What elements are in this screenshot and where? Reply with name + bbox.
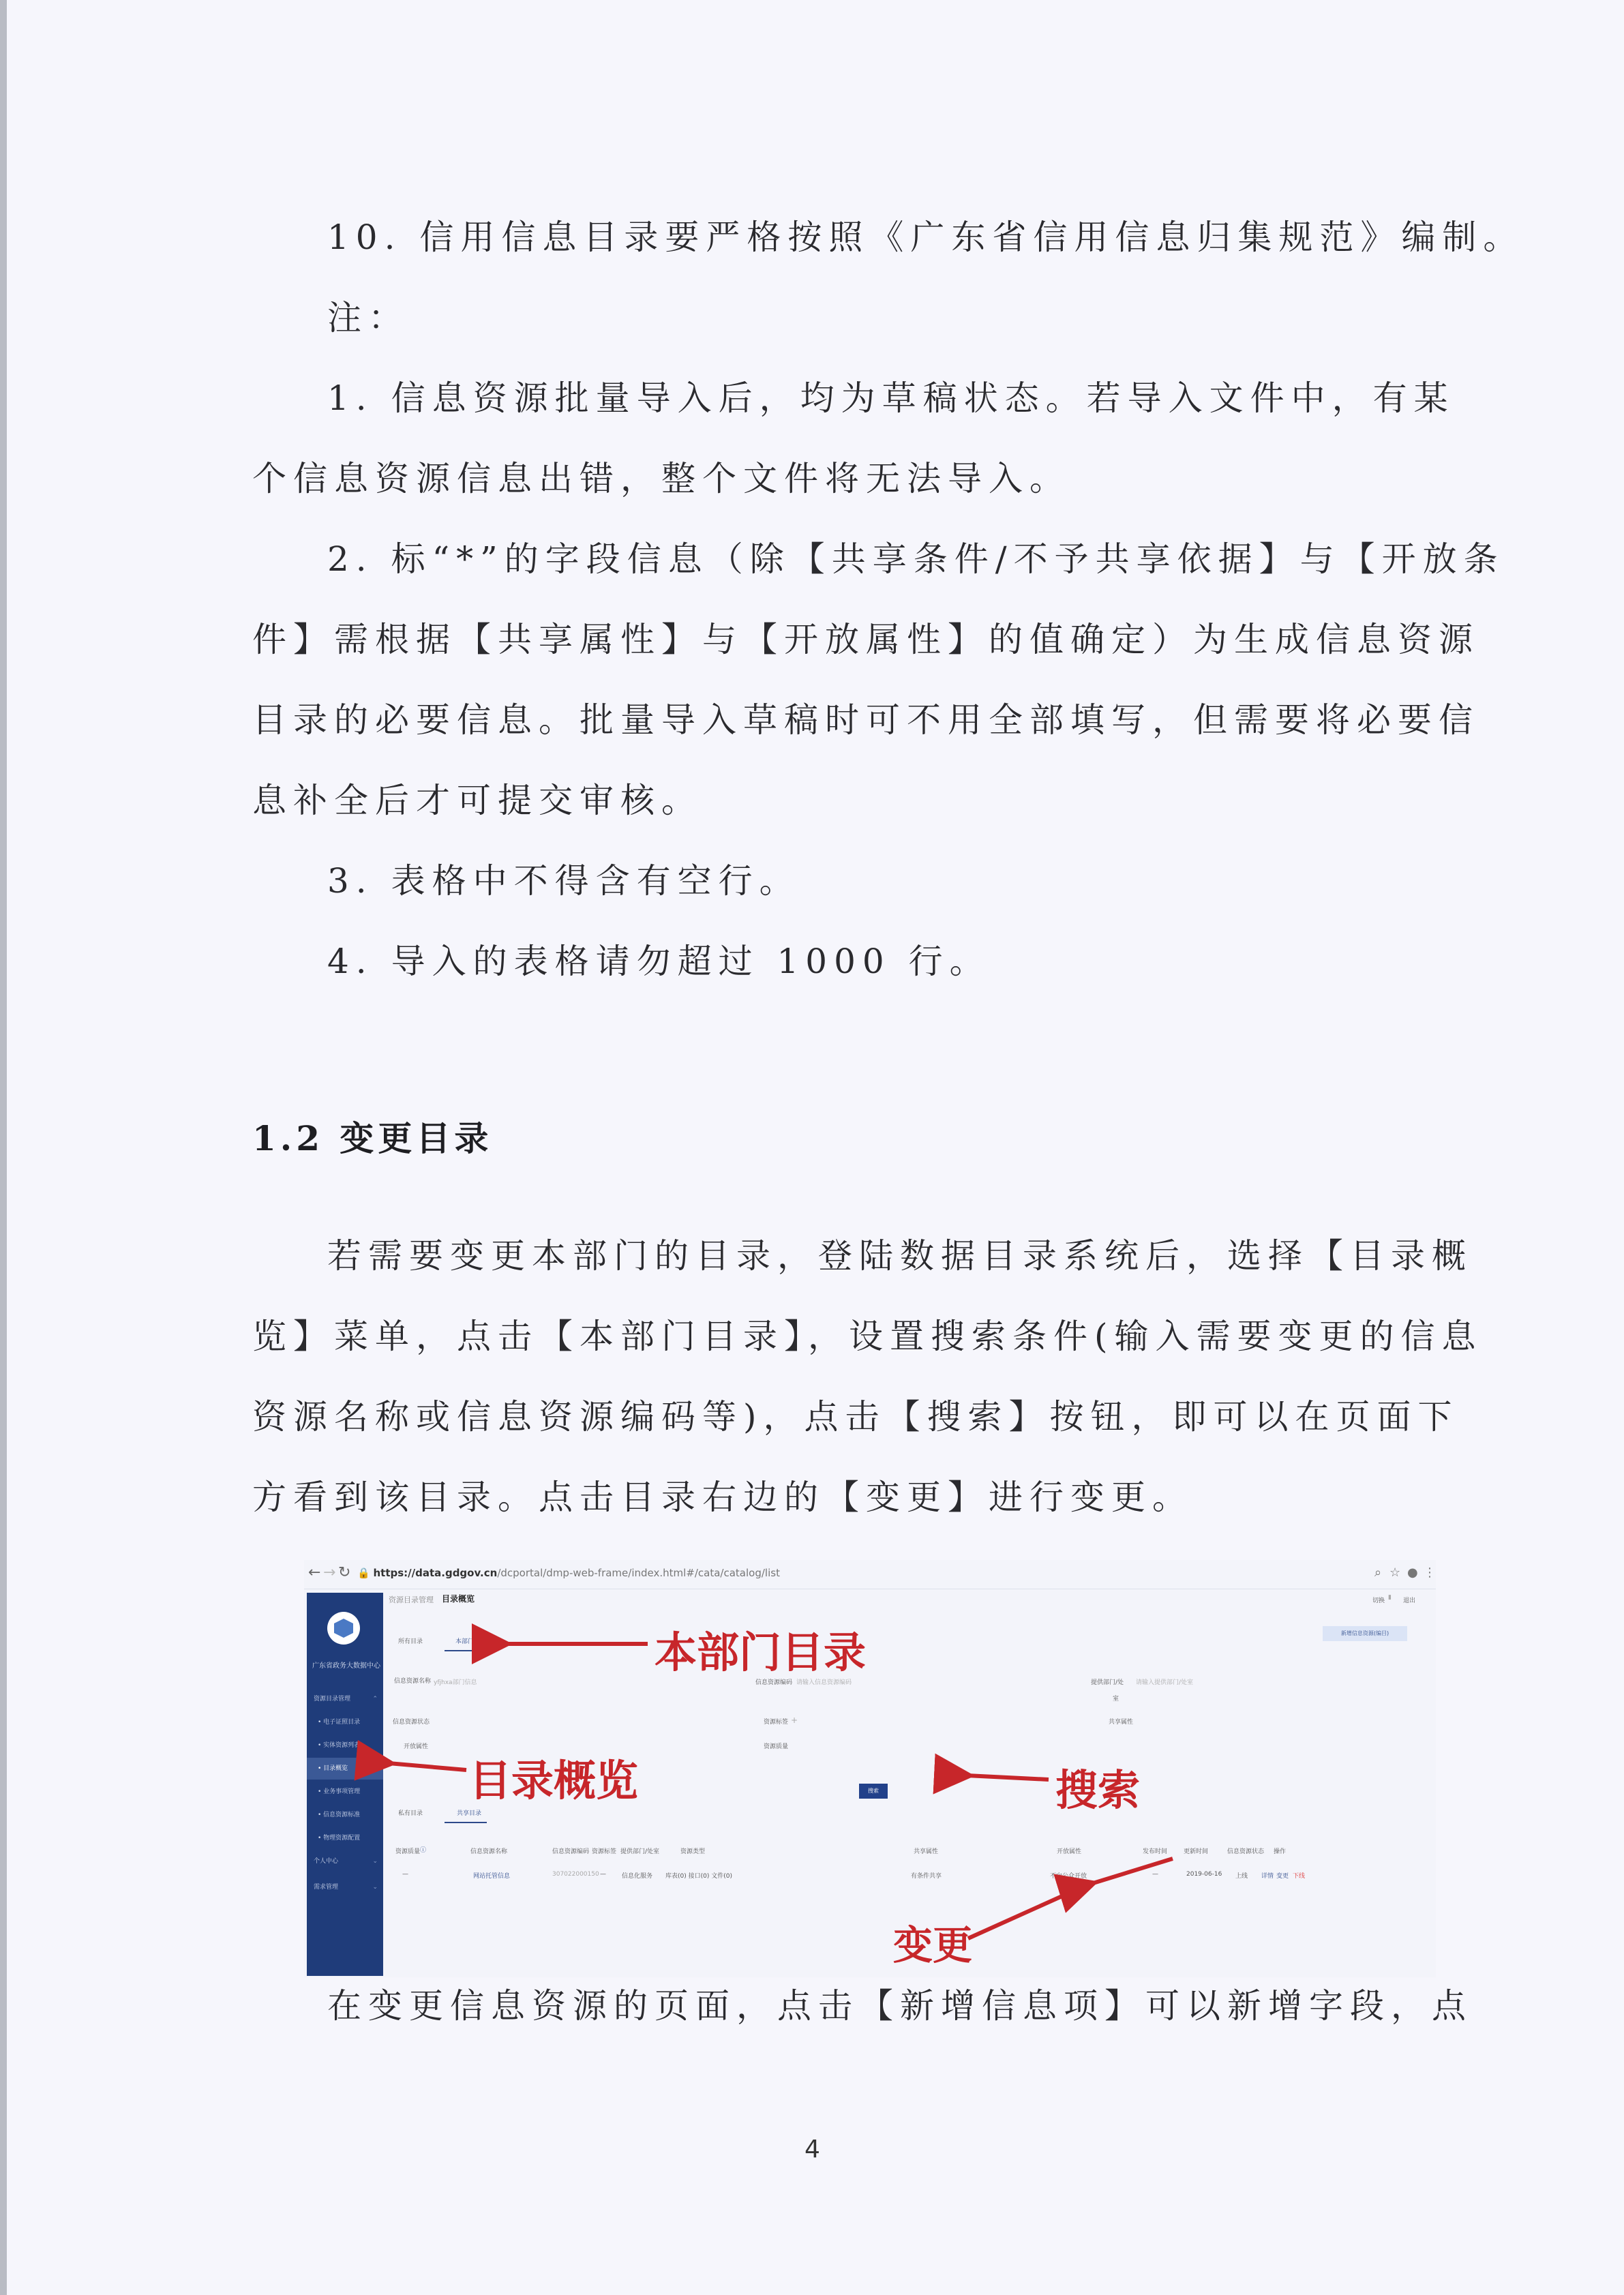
filter-dept-label: 提供部门/处 bbox=[1091, 1679, 1124, 1686]
filter-name-label: 信息资源名称 bbox=[394, 1678, 432, 1685]
url-path: /dcportal/dmp-web-frame/index.html#/cata/catalog/list bbox=[497, 1567, 780, 1579]
body-line-4: 方看到该目录。点击目录右边的【变更】进行变更。 bbox=[252, 1478, 1193, 1517]
sidebar-item-label: • 电子证照目录 bbox=[318, 1719, 361, 1726]
zoom-icon[interactable]: ⌕ bbox=[1374, 1565, 1382, 1580]
sidebar-item-label: • 实体资源列表 bbox=[318, 1742, 361, 1749]
col-name: 信息资源名称 bbox=[470, 1848, 508, 1855]
filter-code-input[interactable]: 请输入信息资源编码 bbox=[796, 1679, 852, 1686]
filter-status-label: 信息资源状态 bbox=[393, 1719, 430, 1726]
cell-publish-time: — bbox=[1152, 1871, 1158, 1878]
annotation-search: 搜索 bbox=[1055, 1765, 1141, 1815]
cell-status: 上线 bbox=[1235, 1873, 1248, 1880]
breadcrumb-current: 目录概览 bbox=[442, 1594, 475, 1604]
tab-shared-catalog[interactable]: 共享目录 bbox=[457, 1810, 482, 1817]
annotation-dept-catalog: 本部门目录 bbox=[655, 1627, 867, 1677]
note-2-line-3: 目录的必要信息。批量导入草稿时可不用全部填写，但需要将必要信 bbox=[252, 700, 1479, 740]
body-line-3: 资源名称或信息资源编码等)，点击【搜索】按钮，即可以在页面下 bbox=[252, 1397, 1459, 1437]
change-link[interactable]: 变更 bbox=[1276, 1873, 1289, 1880]
sidebar-item-label: 资源目录管理 bbox=[314, 1696, 351, 1702]
note-2-line-2: 件】需根据【共享属性】与【开放属性】的值确定）为生成信息资源 bbox=[252, 620, 1479, 659]
note-1-line-1: 1. 信息资源批量导入后，均为草稿状态。若导入文件中，有某 bbox=[327, 378, 1455, 418]
new-resource-button[interactable]: 新增信息资源(编目) bbox=[1323, 1626, 1407, 1641]
sidebar-item-label: • 物理资源配置 bbox=[318, 1835, 361, 1842]
note-label: 注： bbox=[327, 298, 409, 338]
col-dept: 提供部门/处室 bbox=[620, 1848, 660, 1855]
cell-type: 库表(0) 接口(0) 文件(0) bbox=[665, 1873, 732, 1880]
tab-all-catalog[interactable]: 所有目录 bbox=[398, 1638, 423, 1645]
avatar[interactable]: ▮ bbox=[1388, 1594, 1392, 1601]
cell-tag: — bbox=[600, 1871, 606, 1878]
add-tag-button[interactable]: + bbox=[791, 1715, 798, 1725]
col-open: 开放属性 bbox=[1057, 1848, 1082, 1855]
cell-update-time: 2019-06-16 bbox=[1186, 1871, 1222, 1878]
star-icon[interactable]: ☆ bbox=[1389, 1565, 1401, 1580]
user-switch[interactable]: 切换 bbox=[1372, 1597, 1385, 1604]
profile-icon[interactable]: ● bbox=[1407, 1565, 1418, 1580]
org-name: 广东省政务大数据中心 bbox=[312, 1662, 380, 1670]
note-2-line-4: 息补全后才可提交审核。 bbox=[252, 781, 702, 820]
offline-link[interactable]: 下线 bbox=[1293, 1873, 1306, 1880]
tab-dept-catalog[interactable]: 本部门目录 bbox=[455, 1638, 487, 1645]
filter-code-label: 信息资源编码 bbox=[755, 1679, 793, 1686]
after-figure-line: 在变更信息资源的页面，点击【新增信息项】可以新增字段，点 bbox=[327, 1986, 1473, 2026]
lock-icon: 🔒 bbox=[357, 1567, 370, 1579]
filter-dept-label-2: 室 bbox=[1113, 1696, 1119, 1702]
forward-icon[interactable]: → bbox=[323, 1564, 336, 1581]
filter-name-input[interactable]: yfjhxa部门信息 bbox=[434, 1679, 477, 1686]
chevron-up-icon: ⌃ bbox=[372, 1696, 378, 1702]
col-actions: 操作 bbox=[1274, 1848, 1287, 1855]
annotation-change: 变更 bbox=[893, 1922, 973, 1968]
filter-share-label: 共享属性 bbox=[1109, 1719, 1134, 1726]
cell-name[interactable]: 网站托管信息 bbox=[473, 1873, 511, 1880]
sidebar-item-label: • 业务事项管理 bbox=[318, 1788, 361, 1795]
page-number: 4 bbox=[805, 2135, 820, 2163]
cell-code: 307022000150 bbox=[552, 1871, 599, 1878]
col-quality: 资源质量 bbox=[395, 1848, 421, 1855]
col-share: 共享属性 bbox=[914, 1848, 939, 1855]
reload-icon[interactable]: ↻ bbox=[338, 1564, 351, 1581]
sidebar-item-label: 个人中心 bbox=[314, 1858, 339, 1865]
back-icon[interactable]: ← bbox=[308, 1564, 321, 1581]
filter-quality-label: 资源质量 bbox=[764, 1743, 789, 1750]
search-button[interactable]: 搜索 bbox=[859, 1784, 888, 1799]
col-publish-time[interactable]: 发布时间 bbox=[1143, 1848, 1168, 1855]
tab-private-catalog[interactable]: 私有目录 bbox=[398, 1810, 423, 1817]
cell-dept: 信息化服务 bbox=[622, 1873, 653, 1880]
note-1-line-2: 个信息资源信息出错，整个文件将无法导入。 bbox=[252, 459, 1070, 498]
chevron-down-icon: ⌄ bbox=[372, 1858, 378, 1865]
filter-dept-input[interactable]: 请输入提供部门/处室 bbox=[1136, 1679, 1194, 1686]
col-type: 资源类型 bbox=[680, 1848, 706, 1855]
url-host: https://data.gdgov.cn bbox=[373, 1567, 498, 1579]
menu-icon[interactable]: ⋮ bbox=[1424, 1565, 1436, 1580]
note-4: 4. 导入的表格请勿超过 1000 行。 bbox=[327, 942, 991, 981]
sidebar-item-label: 需求管理 bbox=[314, 1884, 339, 1891]
cell-open: 不向公众开放 bbox=[1050, 1873, 1087, 1880]
filter-open-label: 开放属性 bbox=[404, 1743, 429, 1750]
body-line-2: 览】菜单，点击【本部门目录】，设置搜索条件(输入需要变更的信息 bbox=[252, 1317, 1483, 1356]
col-code: 信息资源编码 bbox=[552, 1848, 590, 1855]
logout-link[interactable]: 退出 bbox=[1403, 1597, 1416, 1604]
col-tag: 资源标签 bbox=[592, 1848, 617, 1855]
chevron-down-icon: ⌄ bbox=[372, 1884, 378, 1891]
detail-link[interactable]: 详情 bbox=[1261, 1873, 1274, 1880]
sidebar-item-label: • 目录概览 bbox=[318, 1765, 348, 1772]
col-update-time[interactable]: 更新时间 bbox=[1184, 1848, 1209, 1855]
paragraph-item-10: 10. 信用信息目录要严格按照《广东省信用信息归集规范》编制。 bbox=[327, 217, 1524, 257]
section-heading: 1.2 变更目录 bbox=[252, 1118, 493, 1158]
filter-tag-label: 资源标签 bbox=[764, 1719, 789, 1726]
note-2-line-1: 2. 标“*”的字段信息（除【共享条件/不予共享依据】与【开放条 bbox=[327, 539, 1505, 579]
sidebar-item-label: • 信息资源标准 bbox=[318, 1812, 361, 1818]
annotation-overview: 目录概览 bbox=[469, 1756, 639, 1805]
note-3: 3. 表格中不得含有空行。 bbox=[327, 861, 800, 901]
body-line-1: 若需要变更本部门的目录，登陆数据目录系统后，选择【目录概 bbox=[327, 1236, 1473, 1276]
col-status: 信息资源状态 bbox=[1227, 1848, 1265, 1855]
help-icon[interactable]: ⓘ bbox=[420, 1847, 427, 1854]
cell-share: 有条件共享 bbox=[911, 1873, 942, 1880]
breadcrumb-parent[interactable]: 资源目录管理 bbox=[389, 1595, 434, 1604]
cell-quality: — bbox=[402, 1871, 408, 1878]
